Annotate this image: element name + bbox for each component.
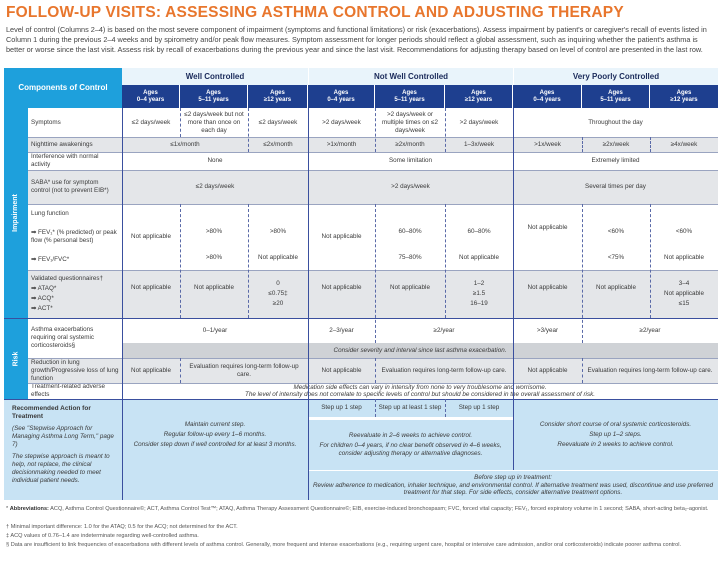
recommended-action-label: Recommended Action for Treatment (See "Stepwise Approach for Managing Asthma Long Term," page 7) The stepwise approach is meant to help, not replace, the clinical decisionmaking needed to meet individual patient needs. (4, 399, 122, 500)
age-header: Ages 5–11 years (582, 85, 650, 108)
cell: ≥2/year (582, 318, 718, 343)
footnote: ‡ ACQ values of 0.76–1.4 are indeterminate regarding well-controlled asthma. (6, 533, 199, 539)
cell: >1x/week (513, 137, 582, 152)
cell: >2 days/week or multiple times on ≤2 days/week (375, 108, 445, 137)
cell: Not applicable (122, 358, 180, 383)
cell: >2 days/week (308, 108, 375, 137)
cell: <60% (582, 222, 650, 242)
row-label-lung-function: Lung function ➡ FEV₁* (% predicted) or peak flow (% personal best) ➡ FEV₁/FVC* (28, 204, 122, 270)
row-label-nighttime: Nighttime awakenings (28, 137, 122, 152)
step-up-cell: Step up at least 1 step (375, 399, 445, 417)
cell: Not applicable (513, 358, 582, 383)
cell: 0 ≤0.75‡ ≥20 (248, 270, 308, 318)
row-label-reduction: Reduction in lung growth/Progressive loss of lung function (28, 358, 122, 383)
exacerbation-note: Consider severity and interval since last asthma exacerbation. (122, 343, 718, 358)
cell: None (122, 152, 308, 170)
cell: 60–80% (445, 222, 513, 242)
cell: ≤2 days/week (122, 108, 180, 137)
footnote: * Abbreviations: ACQ, Asthma Control Questionnaire©; ACT, Asthma Control Test™; ATAQ, Asthma Therapy Assessment Questionnaire©; EIB, exercise-induced bronchospasm; FVC, forced vital capacity; FEV₁, forced expiratory volume in 1 second; SABA, short-acting beta₂-agonist. (6, 506, 709, 512)
cell: 0–1/year (122, 318, 308, 343)
cell: Extremely limited (513, 152, 718, 170)
cell: 2–3/year (308, 318, 375, 343)
age-header: Ages ≥12 years (248, 85, 308, 108)
age-header: Ages 5–11 years (180, 85, 248, 108)
group-well-controlled: Well Controlled (122, 68, 308, 85)
cell: Not applicable (248, 250, 308, 266)
footnote: † Minimal important difference: 1.0 for the ATAQ; 0.5 for the ACQ; not determined for the ACT. (6, 524, 238, 530)
cell: Several times per day (513, 170, 718, 204)
cell: Not applicable (308, 204, 375, 270)
row-label-exacerbations: Asthma exacerbations requiring oral systemic corticosteroids§ (28, 318, 122, 358)
cell: >80% (248, 222, 308, 242)
cell: >80% (180, 222, 248, 242)
age-header: Ages 0–4 years (308, 85, 375, 108)
cell: ≤2 days/week but not more than once on each day (180, 108, 248, 137)
row-label-saba: SABA* use for symptom control (not to prevent EIB*) (28, 170, 122, 204)
row-label-questionnaires: Validated questionnaires† ➡ ATAQ* ➡ ACQ* ➡ ACT* (28, 270, 122, 318)
cell: ≤2 days/week (248, 108, 308, 137)
cell: ≤2 days/week (122, 170, 308, 204)
cell: >3/year (513, 318, 582, 343)
cell: 75–80% (375, 250, 445, 266)
well-controlled-action: Maintain current step. Regular follow-up every 1–6 months. Consider step down if well controlled for at least 3 months. (122, 399, 308, 470)
age-header: Ages 5–11 years (375, 85, 445, 108)
cell: 60–80% (375, 222, 445, 242)
age-header: Ages 0–4 years (513, 85, 582, 108)
components-header: Components of Control (4, 68, 122, 108)
cell: ≤1x/month (122, 137, 248, 152)
section-risk: Risk (4, 318, 28, 399)
cell: ≥2/year (375, 318, 513, 343)
intro-paragraph: Level of control (Columns 2–4) is based on the most severe component of impairment (symptoms and functional limitations) or risk (exacerbations). Assess impairment by patient's or caregiver's recall of events listed in Column 1 during the previous 2–4 weeks and by spirometry and/or peak flow measures. Symptom assessment for longer periods should reflect a global assessment, such as inquiring whether the patient's asthma is better or worse since the last visit. Assess risk by recall of exacerbations during the previous year and since the last visit. Recommendations for adjusting therapy based on level of control are presented in the last row. (6, 25, 707, 54)
cell: Not applicable (650, 250, 718, 266)
cell: Evaluation requires long-term follow-up care. (180, 358, 308, 383)
cell: Evaluation requires long-term follow-up care. (375, 358, 513, 383)
very-poorly-action: Consider short course of oral systemic corticosteroids. Step up 1–2 steps. Reevaluate in 2 weeks to achieve control. (513, 399, 718, 470)
cell: Not applicable (308, 270, 375, 318)
cell: Not applicable (308, 358, 375, 383)
cell: Not applicable (582, 270, 650, 318)
cell: ≥2x/month (375, 137, 445, 152)
well-controlled-action-spacer (122, 470, 308, 500)
cell: Not applicable (513, 218, 582, 238)
cell: >2 days/week (445, 108, 513, 137)
group-not-well-controlled: Not Well Controlled (308, 68, 513, 85)
footnote: § Data are insufficient to link frequencies of exacerbations with different levels of asthma control. Generally, more frequent and intense exacerbations (e.g., requiring urgent care, hospital or intensive care admission, and/or oral corticosteroids) indicate poorer asthma control. (6, 542, 682, 548)
cell: <75% (582, 250, 650, 266)
adverse-effects-note: Medication side effects can vary in intensity from none to very troublesome and worrisome. The level of intensity does not correlate to specific levels of control but should be considered in the overall assessment of risk. (122, 383, 718, 399)
step-up-cell: Step up 1 step (308, 399, 375, 417)
group-very-poorly-controlled: Very Poorly Controlled (513, 68, 718, 85)
page-title: FOLLOW-UP VISITS: ASSESSING ASTHMA CONTROL AND ADJUSTING THERAPY (6, 4, 624, 21)
age-header: Ages 0–4 years (122, 85, 180, 108)
row-label-adverse-effects: Treatment-related adverse effects (28, 383, 122, 399)
before-step-up-note: Before step up in treatment: Review adherence to medication, inhaler technique, and environmental control. If alternative treatment was used, discontinue and use preferred treatment for that step. For side effects, consider alternative treatment options. (308, 470, 718, 500)
cell: ≥4x/week (650, 137, 718, 152)
row-label-symptoms: Symptoms (28, 108, 122, 137)
cell: Throughout the day (513, 108, 718, 137)
cell: 1–2 ≥1.5 16–19 (445, 270, 513, 318)
cell: 3–4 Not applicable ≤15 (650, 270, 718, 318)
cell: Not applicable (513, 270, 582, 318)
age-header: Ages ≥12 years (650, 85, 718, 108)
not-well-action: Reevaluate in 2–6 weeks to achieve control. For children 0–4 years, if no clear benefit observed in 4–6 weeks, consider adjusting therapy or alternative diagnoses. (308, 419, 513, 470)
cell: Not applicable (375, 270, 445, 318)
cell: ≥2x/week (582, 137, 650, 152)
age-header: Ages ≥12 years (445, 85, 513, 108)
row-label-interference: Interference with normal activity (28, 152, 122, 170)
cell: 1–3x/week (445, 137, 513, 152)
cell: Evaluation requires long-term follow-up care. (582, 358, 718, 383)
cell: Not applicable (122, 270, 180, 318)
cell: >2 days/week (308, 170, 513, 204)
step-up-cell: Step up 1 step (445, 399, 513, 417)
cell: <60% (650, 222, 718, 242)
cell: ≤2x/month (248, 137, 308, 152)
cell: Not applicable (180, 270, 248, 318)
section-impairment: Impairment (4, 108, 28, 318)
cell: Some limitation (308, 152, 513, 170)
cell: >80% (180, 250, 248, 266)
cell: Not applicable (122, 204, 180, 270)
cell: Not applicable (445, 250, 513, 266)
cell: >1x/month (308, 137, 375, 152)
